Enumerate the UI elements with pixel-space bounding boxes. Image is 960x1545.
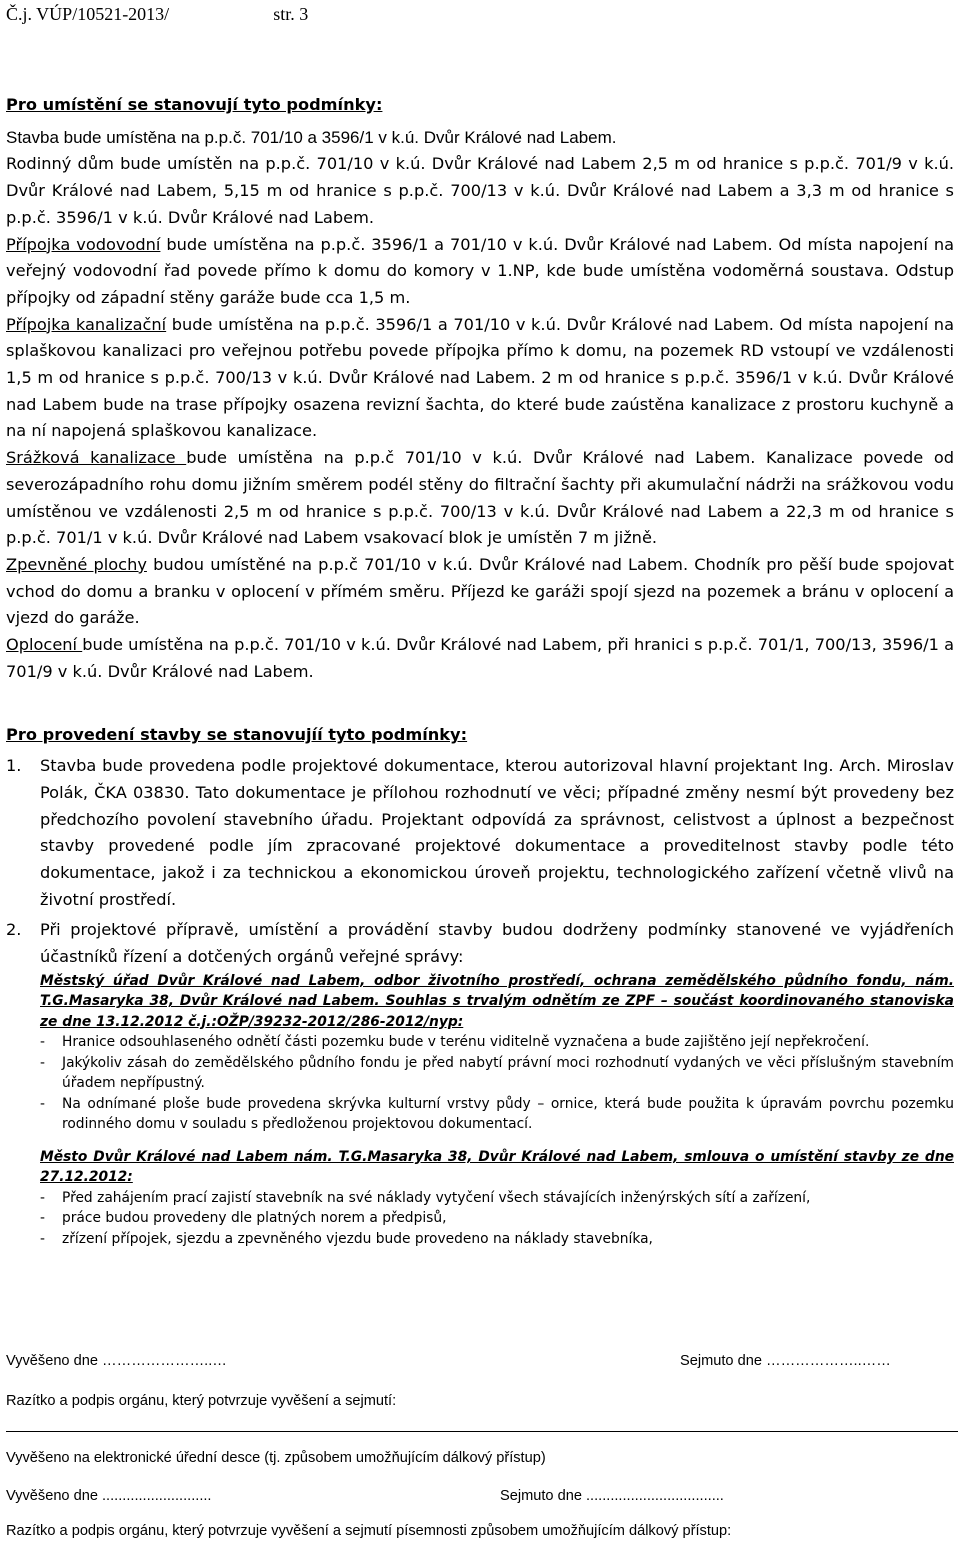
environment-conditions-list	[6, 1032, 954, 1135]
sewer-connection-label: Přípojka kanalizační	[6, 314, 167, 334]
list-item: - Jakýkoliv zásah do zemědělského půdního fondu je před nabytí právní moci rozhodnutí vydaných ve věci příslušným stavebním úřadem nepřípustný.	[40, 1053, 954, 1094]
storm-drain-label: Srážková kanalizace	[6, 448, 187, 468]
list-item: - Na odnímané ploše bude provedena skrývka kulturní vrstvy půdy – ornice, která bude použita k úpravám povrchu pozemku rodinného domu v souladu s předloženou projektovou dokumentací.	[40, 1094, 954, 1135]
condition-text: Při projektové přípravě, umístění a provádění stavby budou dodrženy podmínky stanovené ve vyjádřeních účastníků řízení a dotčených orgánů veřejné správy:	[40, 920, 954, 967]
condition-text: Stavba bude provedena podle projektové dokumentace, kterou autorizoval hlavní projektant Ing. Arch. Miroslav Polák, ČKA 03830. Tato dokumentace je přílohou rozhodnutí ve věci; případné změny nesmí být provedeny bez předchozího povolení stavebního úřadu. Projektant odpovídá za správnost, celistvost a úplnost a bezpečnost stavby provedené podle jím zpracované projektové dokumentace a proveditelnost stavby podle této dokumentace, jakož i za technickou a ekonomickou úroveň projektu, technologického zařízení včetně vlivů na životní prostředí.	[40, 756, 954, 909]
town-conditions-list	[6, 1188, 954, 1250]
water-connection-label: Přípojka vodovodní	[6, 234, 161, 254]
paved-areas-paragraph	[6, 552, 954, 632]
construction-heading: Pro provedení stavby se stanovujíí tyto podmínky:	[6, 725, 468, 745]
fence-text: bude umístěna na p.p.č. 701/10 v k.ú. Dvůr Králové nad Labem, při hranici s p.p.č. 701/1, 700/13, 3596/1 a 701/9 v k.ú. Dvůr Králové nad Labem.	[6, 635, 954, 681]
stamp-label-2: Razítko a podpis orgánu, který potvrzuje vyvěšení a sejmutí písemnosti způsobem umožňujícím dálkový přístup:	[6, 1523, 732, 1539]
authority-conditions	[6, 971, 954, 1250]
posted-date-row	[6, 1353, 956, 1369]
condition-number: 2.	[6, 920, 22, 940]
removed-label-2: Sejmuto dne ..................................	[500, 1488, 724, 1504]
sewer-connection-text: bude umístěna na p.p.č. 3596/1 a 701/10 v k.ú. Dvůr Králové nad Labem. Od místa napojení na splaškovou kanalizaci pro veřejnou potřebu povede přípojka přímo k domu, na pozemek RD vstoupí ve vzdálenosti 1,5 m od hranice s p.p.č. 700/13 v k.ú. Dvůr Králové nad Labem. 2 m od hranice s p.p.č. 3596/1 v k.ú. Dvůr Králové nad Labem bude na trase přípojky osazena revizní šachta, do které bude zaústěna kanalizace z prostoru kuchyně a na ní napojená splaškovou kanalizace.	[6, 314, 954, 441]
condition-number: 1.	[6, 756, 22, 776]
stamp-label: Razítko a podpis orgánu, který potvrzuje vyvěšení a sejmutí:	[6, 1393, 397, 1409]
storm-drain-paragraph	[6, 445, 954, 552]
reference-number: Č.j. VÚP/10521-2013/	[6, 4, 170, 24]
construction-conditions-list	[6, 753, 954, 971]
condition-item	[6, 917, 954, 970]
water-connection-paragraph	[6, 232, 954, 312]
document-body	[6, 92, 954, 1249]
placement-paragraph-2: Rodinný dům bude umístěn na p.p.č. 701/10 v k.ú. Dvůr Králové nad Labem 2,5 m od hranice s p.p.č. 701/9 v k.ú. Dvůr Králové nad Labem, 5,15 m od hranice s p.p.č. 700/13 v k.ú. Dvůr Králové nad Labem a 3,3 m od hranice s p.p.č. 3596/1 v k.ú. Dvůr Králové nad Labem.	[6, 154, 954, 227]
fence-paragraph	[6, 632, 954, 685]
sewer-connection-paragraph	[6, 312, 954, 446]
placement-heading: Pro umístění se stanovují tyto podmínky:	[6, 95, 383, 114]
electronic-posted-row	[6, 1488, 956, 1504]
authority-heading-town: Město Dvůr Králové nad Labem nám. T.G.Masaryka 38, Dvůr Králové nad Labem, smlouva o umístění stavby ze dne 27.12.2012:	[40, 1148, 954, 1186]
list-item: - práce budou provedeny dle platných norem a předpisů,	[40, 1208, 954, 1229]
paved-areas-label: Zpevněné plochy	[6, 554, 147, 574]
posted-label: Vyvěšeno dne …………………..…	[6, 1353, 227, 1369]
divider	[6, 1431, 958, 1432]
page-number: str. 3	[273, 4, 309, 24]
fence-label: Oplocení	[6, 635, 83, 655]
electronic-board-label: Vyvěšeno na elektronické úřední desce (tj. způsobem umožňujícím dálkový přístup)	[6, 1450, 546, 1466]
list-item: - Hranice odsouhlaseného odnětí části pozemku bude v terénu viditelně vyznačena a bude zajištěno její nepřekročení.	[40, 1032, 954, 1053]
authority-heading-environment: Městský úřad Dvůr Králové nad Labem, odbor životního prostředí, ochrana zemědělského půdního fondu, nám. T.G.Masaryka 38, Dvůr Králové nad Labem. Souhlas s trvalým odnětím ze ZPF – součást koordinovaného stanoviska ze dne 13.12.2012 č.j.:OŽP/39232-2012/286-2012/nyp:	[40, 972, 954, 1030]
storm-drain-text: bude umístěna na p.p.č 701/10 v k.ú. Dvůr Králové nad Labem. Kanalizace povede od severozápadního rohu domu jižním směrem podél stěny do filtrační šachty při akumulační nádrži na srážkovou vodu umístěnou ve vzdálenosti 2,5 m od hranice s p.p.č. 700/13 v k.ú. Dvůr Králové nad Labem a 22,3 m od hranice s p.p.č. 701/1 v k.ú. Dvůr Králové nad Labem vsakovací blok je umístěn 7 m jižně.	[6, 448, 954, 548]
posted-label-2: Vyvěšeno dne ...........................	[6, 1488, 212, 1504]
water-connection-text: bude umístěna na p.p.č. 3596/1 a 701/10 v k.ú. Dvůr Králové nad Labem. Od místa napojení na veřejný vodovodní řad povede přímo k domu do komory v 1.NP, kde bude umístěna vodoměrná soustava. Odstup přípojky od západní stěny garáže bude cca 1,5 m.	[6, 234, 954, 307]
removed-label: Sejmuto dne ………………..……	[680, 1353, 891, 1369]
placement-paragraph-1: Stavba bude umístěna na p.p.č. 701/10 a 3596/1 v k.ú. Dvůr Králové nad Labem.	[6, 127, 617, 147]
condition-item	[6, 753, 954, 913]
list-item: - zřízení přípojek, sjezdu a zpevněného vjezdu bude provedeno na náklady stavebníka,	[40, 1229, 954, 1250]
list-item: - Před zahájením prací zajistí stavebník na své náklady vytyčení všech stávajících inženýrských sítí a zařízení,	[40, 1188, 954, 1209]
page-header	[6, 4, 308, 25]
paved-areas-text: budou umístěné na p.p.č 701/10 v k.ú. Dvůr Králové nad Labem. Chodník pro pěší bude spojovat vchod do domu a branku v oplocení v přímém směru. Příjezd ke garáži spojí sjezd na pozemek a bránu v oplocení a vjezd do garáže.	[6, 554, 955, 628]
